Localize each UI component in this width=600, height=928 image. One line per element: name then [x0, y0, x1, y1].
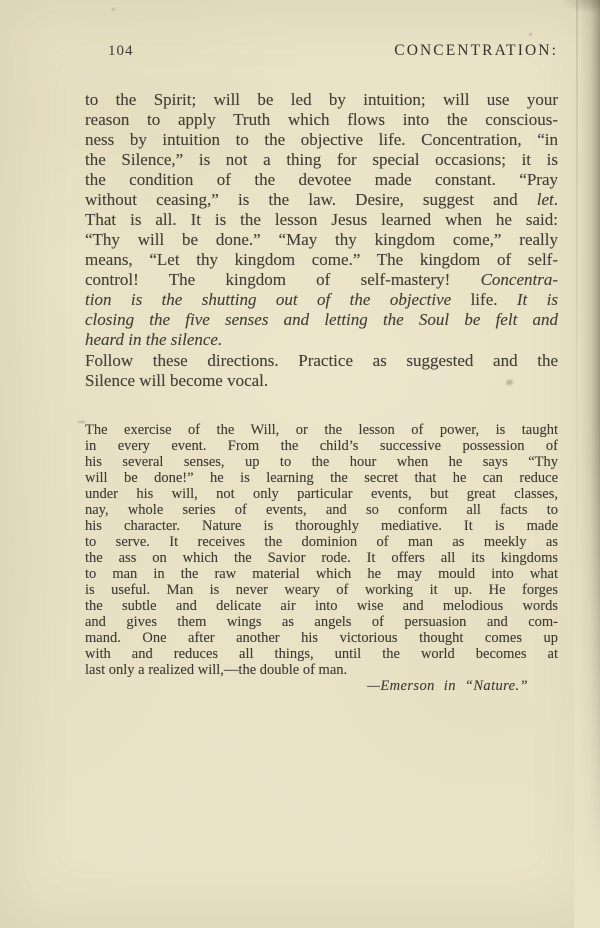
- page-content: [85, 42, 558, 694]
- text-line: is useful. Man is never weary of working it up. He forges: [85, 582, 558, 598]
- running-title: CONCENTRATION:: [394, 42, 558, 59]
- quote-attribution: —Emerson in “Nature.”: [367, 678, 528, 694]
- text-line: the ass on which the Savior rode. It offers all its kingdoms: [85, 550, 558, 566]
- text-line: in every event. From the child’s successive possession of: [85, 438, 558, 454]
- text-line: ness by intuition to the objective life. Concentration, “in: [85, 130, 558, 149]
- text-line: nay, whole series of events, and so conform all facts to: [85, 502, 558, 518]
- print-artifact-dash: [78, 421, 85, 423]
- paper-speck: [529, 33, 532, 36]
- page-edge-crease: [576, 0, 578, 650]
- text-line: and gives them wings as angels of persuasion and com-: [85, 614, 558, 630]
- text-line: without ceasing,” is the law. Desire, suggest and let.: [85, 190, 558, 209]
- paragraph-follow-directions: [85, 351, 558, 391]
- text-line: “Thy will be done.” “May thy kingdom come,” really: [85, 230, 558, 249]
- page-number: 104: [108, 43, 134, 59]
- text-line: tion is the shutting out of the objective life. It is: [85, 290, 558, 309]
- text-line: Follow these directions. Practice as suggested and the: [85, 351, 558, 370]
- text-line: to man in the raw material which he may mould into what: [85, 566, 558, 582]
- page-header: [85, 42, 558, 58]
- text-line: control! The kingdom of self-mastery! Concentra-: [85, 270, 558, 289]
- text-line: to the Spirit; will be led by intuition; will use your: [85, 90, 558, 109]
- text-line: his character. Nature is thoroughly mediative. It is made: [85, 518, 558, 534]
- text-line: closing the five senses and letting the Soul be felt and: [85, 310, 558, 329]
- text-line: with and reduces all things, until the world becomes at: [85, 646, 558, 662]
- text-line: the Silence,” is not a thing for special occasions; it is: [85, 150, 558, 169]
- text-line: the condition of the devotee made constant. “Pray: [85, 170, 558, 189]
- text-line: That is all. It is the lesson Jesus learned when he said:: [85, 210, 558, 229]
- text-line: heard in the silence.: [85, 330, 223, 349]
- paper-speck: [112, 8, 115, 11]
- text-line: will be done!” he is learning the secret that he can reduce: [85, 470, 558, 486]
- text-line: Silence will become vocal.: [85, 371, 269, 390]
- text-line: his several senses, up to the hour when he says “Thy: [85, 454, 558, 470]
- text-line: The exercise of the Will, or the lesson of power, is taught: [85, 422, 558, 438]
- text-line: under his will, not only particular events, but great classes,: [85, 486, 558, 502]
- text-line: the subtle and delicate air into wise and melodious words: [85, 598, 558, 614]
- text-line: mand. One after another his victorious thought comes up: [85, 630, 558, 646]
- block-quote-emerson: [85, 422, 558, 678]
- text-line: to serve. It receives the dominion of man as meekly as: [85, 534, 558, 550]
- paragraph-main: [85, 90, 558, 350]
- text-line: reason to apply Truth which flows into the conscious-: [85, 110, 558, 129]
- page-corner-shadow: [560, 0, 600, 14]
- text-line: means, “Let thy kingdom come.” The kingdom of self-: [85, 250, 558, 269]
- text-line: last only a realized will,—the double of man.: [85, 662, 348, 678]
